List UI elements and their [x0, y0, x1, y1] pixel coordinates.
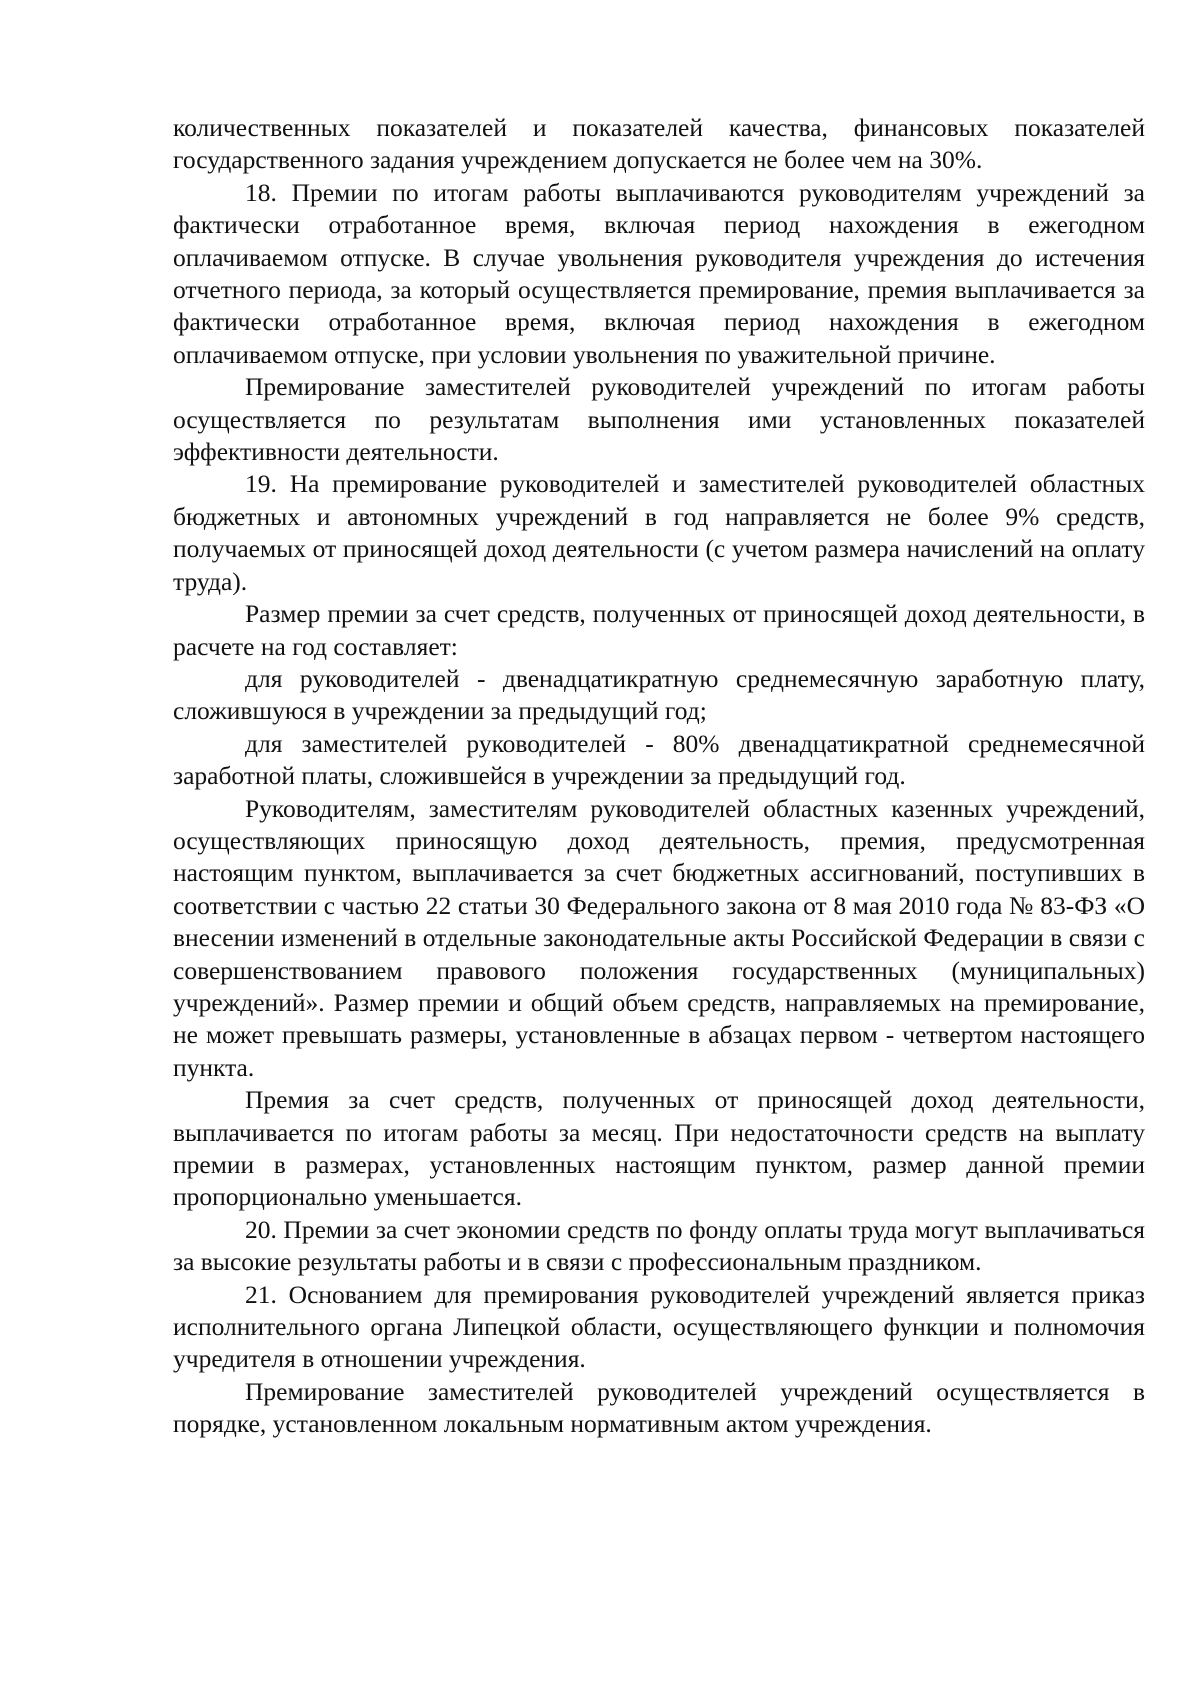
paragraph-item-21: 21. Основанием для премирования руководителей учреждений является приказ исполнительного органа Липецкой области, осуществляющего функции и полномочия учредителя в отношении учреждения.: [173, 1279, 1145, 1374]
paragraph-item-19: 19. На премирование руководителей и заместителей руководителей областных бюджетных и автономных учреждений в год направляется не более 9% средств, получаемых от приносящей доход деятельности (с учетом размера начислений на оплату труда).: [173, 469, 1145, 596]
paragraph-bonus-size: Размер премии за счет средств, полученных от приносящей доход деятельности, в расчете на год составляет:: [173, 599, 1145, 661]
document-page: [173, 112, 1145, 1441]
paragraph-state-institutions: Руководителям, заместителям руководителей областных казенных учреждений, осуществляющих приносящую доход деятельность, премия, предусмотренная настоящим пунктом, выплачивается за счет бюджетных ассигнований, поступивших в соответствии с частью 22 статьи 30 Федерального закона от 8 мая 2010 года № 83-ФЗ «О внесении изменений в отдельные законодательные акты Российской Федерации в связи с совершенствованием правового положения государственных (муниципальных) учреждений». Размер премии и общий объем средств, направляемых на премирование, не может превышать размеры, установленные в абзацах первом - четвертом настоящего пункта.: [173, 793, 1145, 1082]
paragraph-for-deputies: для заместителей руководителей - 80% двенадцатикратной среднемесячной заработной платы, сложившейся в учреждении за предыдущий год.: [173, 728, 1145, 791]
paragraph-item-18: 18. Премии по итогам работы выплачиваются руководителям учреждений за фактически отработанное время, включая период нахождения в ежегодном оплачиваемом отпуске. В случае увольнения руководителя учреждения до истечения отчетного периода, за который осуществляется премирование, премия выплачивается за фактически отработанное время, включая период нахождения в ежегодном оплачиваемом отпуске, при условии увольнения по уважительной причине.: [173, 177, 1145, 369]
paragraph-item-20: 20. Премии за счет экономии средств по фонду оплаты труда могут выплачиваться за высокие результаты работы и в связи с профессиональным праздником.: [173, 1214, 1145, 1277]
paragraph-monthly-bonus: Премия за счет средств, полученных от приносящей доход деятельности, выплачивается по итогам работы за месяц. При недостаточности средств на выплату премии в размерах, установленных настоящим пунктом, размер данной премии пропорционально уменьшается.: [173, 1085, 1145, 1212]
paragraph-for-heads: для руководителей - двенадцатикратную среднемесячную заработную плату, сложившуюся в учреждении за предыдущий год;: [173, 663, 1145, 726]
paragraph-continuation: количественных показателей и показателей качества, финансовых показателей государственного задания учреждением допускается не более чем на 30%.: [173, 113, 1145, 175]
paragraph-deputies-bonus: Премирование заместителей руководителей учреждений по итогам работы осуществляется по результатам выполнения ими установленных показателей эффективности деятельности.: [173, 372, 1145, 467]
paragraph-local-act: Премирование заместителей руководителей учреждений осуществляется в порядке, установленном локальным нормативным актом учреждения.: [173, 1376, 1145, 1439]
